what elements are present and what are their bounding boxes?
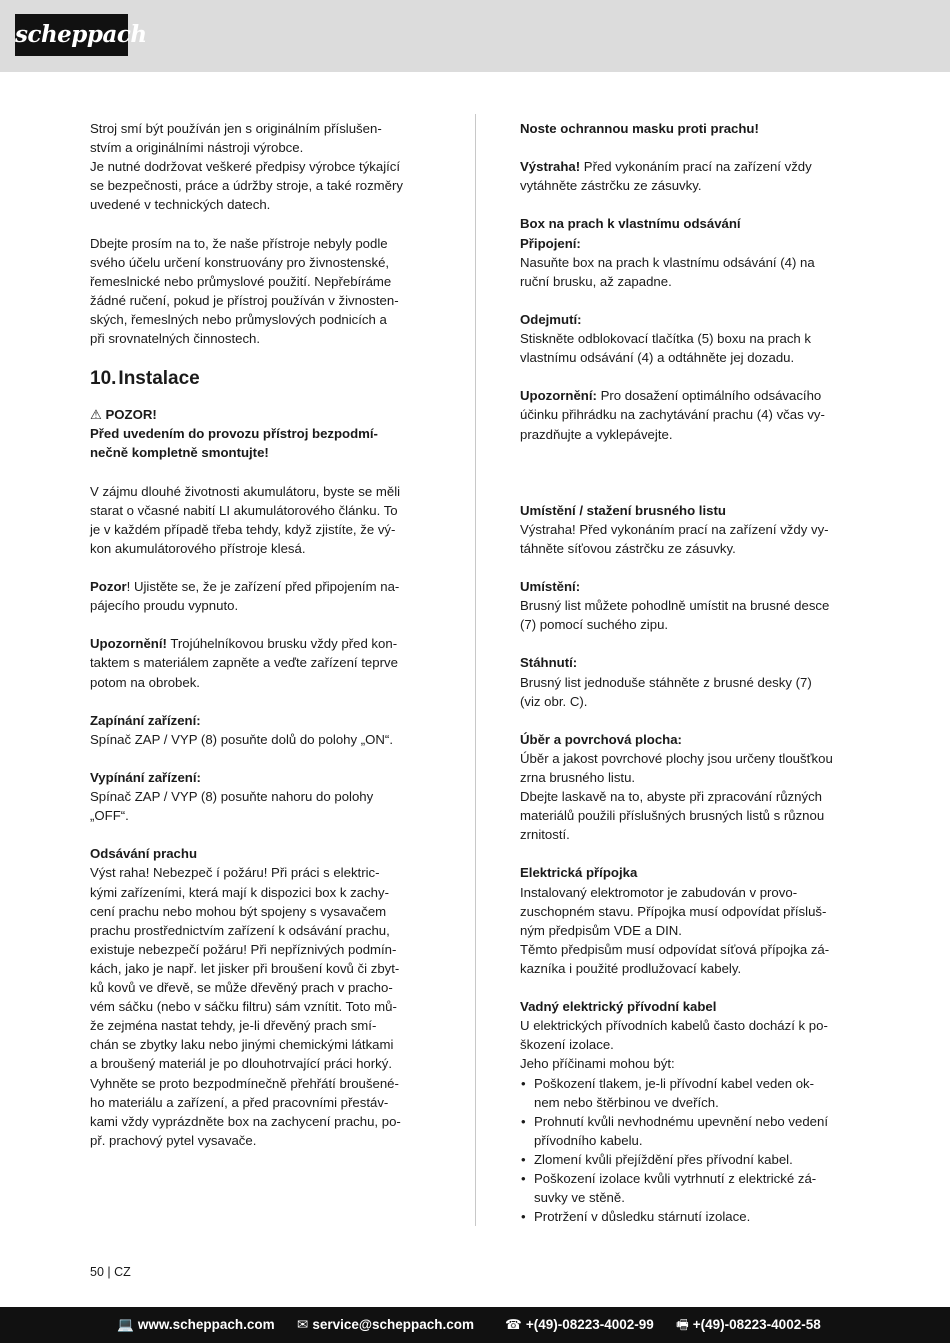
sheet-heading: Umístění / stažení brusného listu bbox=[520, 502, 726, 518]
text-line: ! Ujistěte se, že je zařízení před připojením na- bbox=[126, 579, 400, 595]
text-line: účinku přihrádku na zachytávání prachu (4) včas vy- bbox=[520, 407, 825, 423]
paragraph-notice bbox=[90, 634, 430, 691]
switch-off-heading: Vypínání zařízení: bbox=[90, 770, 201, 785]
text-line: Vyhněte se proto bezpodmínečně přehřátí broušené- bbox=[90, 1075, 399, 1091]
mask-notice: Noste ochrannou masku proti prachu! bbox=[520, 121, 759, 136]
list-item bbox=[520, 1074, 860, 1112]
text-line: ruční brusku, až zapadne. bbox=[520, 273, 672, 289]
text-line: Spínač ZAP / VYP (8) posuňte dolů do polohy „ON“. bbox=[90, 731, 393, 747]
text-line: Stiskněte odblokovací tlačítka (5) boxu na prach k bbox=[520, 331, 812, 347]
removal-text bbox=[520, 329, 860, 367]
text-line: pájecího proudu vypnuto. bbox=[90, 598, 239, 614]
electric-text bbox=[520, 883, 860, 978]
list-item bbox=[520, 1150, 860, 1169]
text-line: Brusný list můžete pohodlně umístit na brusné desce bbox=[520, 598, 830, 614]
text-line: • Protržení v důsledku stárnutí izolace. bbox=[534, 1209, 751, 1225]
caution-text bbox=[90, 579, 430, 615]
warning-label: POZOR! bbox=[105, 407, 157, 423]
pull-plug-label: Výstraha! bbox=[520, 159, 581, 175]
text-line: zuschopném stavu. Přípojka musí odpovídat přísluš- bbox=[520, 903, 827, 919]
text-line: suvky ve stěně. bbox=[534, 1190, 625, 1206]
dust-text bbox=[90, 863, 430, 1149]
text-line: • Poškození tlakem, je-li přívodní kabel veden ok- bbox=[534, 1075, 815, 1091]
text-line: V zájmu dlouhé životnosti akumulátoru, byste se měli bbox=[90, 483, 401, 499]
text-line: vlastnímu odsávání (4) a odtáhněte jej dozadu. bbox=[520, 350, 795, 366]
dust-box-heading: Box na prach k vlastnímu odsávání bbox=[520, 216, 741, 232]
switch-on-block bbox=[90, 711, 430, 749]
text-line: Trojúhelníkovou brusku vždy před kon- bbox=[166, 636, 398, 652]
phone-icon: ☎ bbox=[505, 1317, 522, 1332]
footer-phone[interactable] bbox=[505, 1307, 654, 1343]
text-line: uvedené v technických datech. bbox=[90, 197, 271, 213]
text-line: táhněte síťovou zástrčku ze zásuvky. bbox=[520, 540, 736, 556]
placing-text bbox=[520, 596, 860, 634]
paragraph-liability bbox=[90, 234, 430, 349]
pulling-text bbox=[520, 673, 860, 711]
note-label: Upozornění: bbox=[520, 388, 597, 404]
website-text: www.scheppach.com bbox=[137, 1317, 275, 1332]
switch-off-block bbox=[90, 768, 430, 825]
text-line: zrnitostí. bbox=[520, 827, 570, 843]
dust-box-block bbox=[520, 214, 860, 290]
text-line: žádné ručení, pokud je přístroj používán v živnosten- bbox=[90, 292, 399, 308]
text-line: ným předpisům VDE a DIN. bbox=[520, 922, 682, 938]
paragraph-battery bbox=[90, 482, 430, 558]
dust-box-subheading: Připojení: bbox=[520, 235, 581, 251]
text-line: (viz obr. C). bbox=[520, 693, 588, 709]
fax-icon: 🖷 bbox=[676, 1317, 689, 1332]
paragraph-caution bbox=[90, 577, 430, 615]
text-line: svého účelu určení konstruovány pro živnostenské, bbox=[90, 254, 390, 270]
text-line: Výst raha! Nebezpeč í požáru! Při práci s elektric- bbox=[90, 865, 380, 881]
text-line: zrna brusného listu. bbox=[520, 770, 636, 785]
header-bar bbox=[0, 0, 950, 72]
list-item bbox=[520, 1207, 860, 1226]
dust-extraction-block bbox=[90, 844, 430, 1150]
electric-block bbox=[520, 863, 860, 978]
cable-heading: Vadný elektrický přívodní kabel bbox=[520, 999, 717, 1015]
footer-fax bbox=[676, 1307, 821, 1343]
switch-off-text bbox=[90, 787, 430, 825]
removal-surface-heading: Úběr a povrchová plocha: bbox=[520, 731, 682, 747]
section-number: 10. bbox=[90, 368, 117, 390]
text-line: Instalovaný elektromotor je zabudován v provo- bbox=[520, 884, 798, 900]
text-line: nem nebo štěrbinou ve dveřích. bbox=[534, 1094, 719, 1110]
text-line: Pro dosažení optimálního odsávacího bbox=[596, 388, 822, 404]
text-line: • Zlomení kvůli přejíždění přes přívodní kabel. bbox=[534, 1151, 793, 1167]
text-line: vytáhněte zástrčku ze zásuvky. bbox=[520, 178, 702, 194]
text-line: Jeho příčinami mohou být: bbox=[520, 1056, 675, 1072]
text-line: řemeslnické nebo průmyslové použití. Nepřebíráme bbox=[90, 273, 392, 289]
text-line: je v každém případě třeba tehdy, když zjistíte, že vý- bbox=[90, 521, 396, 537]
text-line: ků kovů ve dřevě, se může dřevěný prach v pracho- bbox=[90, 980, 393, 996]
note-block bbox=[520, 386, 860, 443]
warning-icon: ⚠ bbox=[90, 407, 102, 423]
text-line: škození izolace. bbox=[520, 1037, 614, 1053]
removal-heading: Odejmutí: bbox=[520, 311, 582, 327]
text-line: kami vždy vyprázdněte box na zachycení prachu, po- bbox=[90, 1113, 401, 1129]
dust-box-text bbox=[520, 253, 860, 291]
brand-logo: scheppach bbox=[15, 14, 128, 56]
section-title-text: Instalace bbox=[118, 368, 200, 390]
text-line: při srovnatelných činnostech. bbox=[90, 331, 261, 347]
footer-bar bbox=[0, 1307, 950, 1343]
text-line: př. prachový pytel vysavače. bbox=[90, 1132, 257, 1148]
removal-block bbox=[520, 310, 860, 367]
text-line: kon akumulátorového přístroje klesá. bbox=[90, 540, 306, 556]
list-item bbox=[520, 1169, 860, 1207]
pulling-block bbox=[520, 653, 860, 710]
list-item bbox=[520, 1112, 860, 1150]
page-number: 50 | CZ bbox=[90, 1265, 131, 1279]
text-line: ho materiálu a zařízení, a před pracovními přestáv- bbox=[90, 1094, 389, 1110]
placing-block bbox=[520, 577, 860, 634]
text-line: • Prohnutí kvůli nevhodnému upevnění nebo vedení bbox=[534, 1113, 829, 1129]
footer-email[interactable] bbox=[297, 1307, 474, 1343]
text-line: taktem s materiálem zapněte a veďte zařízení teprve bbox=[90, 655, 398, 671]
sheet-block bbox=[520, 501, 860, 558]
text-line: Je nutné dodržovat veškeré předpisy výrobce týkající bbox=[90, 159, 401, 175]
cable-text bbox=[520, 1016, 860, 1073]
cable-block bbox=[520, 997, 860, 1226]
text-line: materiálů použili příslušných brusných listů s různou bbox=[520, 808, 825, 824]
placing-heading: Umístění: bbox=[520, 579, 581, 595]
column-divider bbox=[475, 114, 476, 1226]
text-line: chán se zbytky laku nebo jinými chemickými látkami bbox=[90, 1037, 394, 1053]
fax-text: +(49)-08223-4002-58 bbox=[692, 1317, 821, 1332]
text-line: Spínač ZAP / VYP (8) posuňte nahoru do polohy bbox=[90, 789, 374, 805]
text-line: starat o včasné nabití LI akumulátorového článku. To bbox=[90, 502, 398, 518]
email-text: service@scheppach.com bbox=[312, 1317, 475, 1332]
text-line: stvím a originálními nástroji výrobce. bbox=[90, 140, 304, 156]
cable-bullet-list bbox=[520, 1074, 860, 1227]
text-line: Dbejte prosím na to, že naše přístroje nebyly podle bbox=[90, 235, 388, 251]
text-line: potom na obrobek. bbox=[90, 674, 200, 690]
text-line: se bezpečnosti, práce a údržby stroje, a také rozměry bbox=[90, 178, 403, 194]
text-line: Nasuňte box na prach k vlastnímu odsávání (4) na bbox=[520, 254, 815, 270]
removal-surface-block bbox=[520, 730, 860, 845]
text-line: vém sáčku (nebo v sáčku filtru) sám vznítit. Toto mů- bbox=[90, 999, 397, 1015]
text-line: Úběr a jakost povrchové plochy jsou určeny tloušťkou bbox=[520, 750, 833, 766]
text-line: kazníka i použité prodlužovací kabely. bbox=[520, 960, 742, 976]
text-line: (7) pomocí suchého zipu. bbox=[520, 617, 669, 633]
text-line: nečně kompletně smontujte! bbox=[90, 445, 269, 461]
text-line: přívodního kabelu. bbox=[534, 1132, 643, 1148]
pulling-heading: Stáhnutí: bbox=[520, 655, 578, 671]
right-column bbox=[520, 119, 860, 1226]
text-line: „OFF“. bbox=[90, 808, 129, 824]
text-line: Před vykonáním prací na zařízení vždy bbox=[580, 159, 812, 175]
left-column bbox=[90, 119, 430, 1150]
text-line: ských, řemeslných nebo průmyslových podnicích a bbox=[90, 311, 387, 327]
computer-icon: 💻 bbox=[117, 1317, 134, 1332]
warning-text bbox=[90, 424, 430, 462]
text-line: Výstraha! Před vykonáním prací na zařízení vždy vy- bbox=[520, 521, 829, 537]
notice-label: Upozornění! bbox=[90, 636, 167, 652]
warning-block bbox=[90, 405, 430, 462]
text-line: kými zařízeními, která mají k dispozici box k zachy- bbox=[90, 884, 389, 900]
text-line: Dbejte laskavě na to, abyste při zpracování různých bbox=[520, 789, 823, 805]
text-line: Stroj smí být používán jen s originálním příslušen- bbox=[90, 121, 382, 136]
removal-surface-text bbox=[520, 749, 860, 844]
footer-website[interactable] bbox=[117, 1307, 275, 1343]
text-line: prachu prostřednictvím zařízení k odsávání prachu, bbox=[90, 922, 390, 938]
text-line: Těmto předpisům musí odpovídat síťová přípojka zá- bbox=[520, 941, 830, 957]
text-line: Brusný list jednoduše stáhněte z brusné desky (7) bbox=[520, 674, 812, 690]
switch-on-text bbox=[90, 730, 430, 749]
dust-heading: Odsávání prachu bbox=[90, 846, 198, 862]
text-line: a broušený materiál je po dlouhotrvající práci horký. bbox=[90, 1056, 392, 1072]
sheet-text bbox=[520, 520, 860, 558]
phone-text: +(49)-08223-4002-99 bbox=[525, 1317, 654, 1332]
text-line: Před uvedením do provozu přístroj bezpodmí- bbox=[90, 426, 378, 442]
text-line: cení prachu nebo mohou být spojeny s vysavačem bbox=[90, 903, 387, 919]
text-line: existuje nebezpečí požáru! Při nepříznivých podmín- bbox=[90, 941, 397, 957]
electric-heading: Elektrická přípojka bbox=[520, 865, 638, 881]
spacer bbox=[520, 463, 860, 501]
text-line: prazdňujte a vyklepávejte. bbox=[520, 426, 673, 442]
text-line: • Poškození izolace kvůli vytrhnutí z elektrické zá- bbox=[534, 1170, 817, 1186]
paragraph-usage bbox=[90, 119, 430, 214]
text-line: U elektrických přívodních kabelů často dochází k po- bbox=[520, 1018, 828, 1034]
mail-icon: ✉ bbox=[297, 1317, 309, 1332]
text-line: že zejména nastat tehdy, je-li dřevěný prach smí- bbox=[90, 1018, 377, 1034]
switch-on-heading: Zapínání zařízení: bbox=[90, 712, 201, 728]
section-title bbox=[90, 367, 430, 391]
text-line: kách, jako je např. let jisker při broušení kovů či zbyt- bbox=[90, 960, 400, 976]
pull-plug-warning bbox=[520, 157, 860, 195]
caution-label: Pozor bbox=[90, 579, 127, 595]
